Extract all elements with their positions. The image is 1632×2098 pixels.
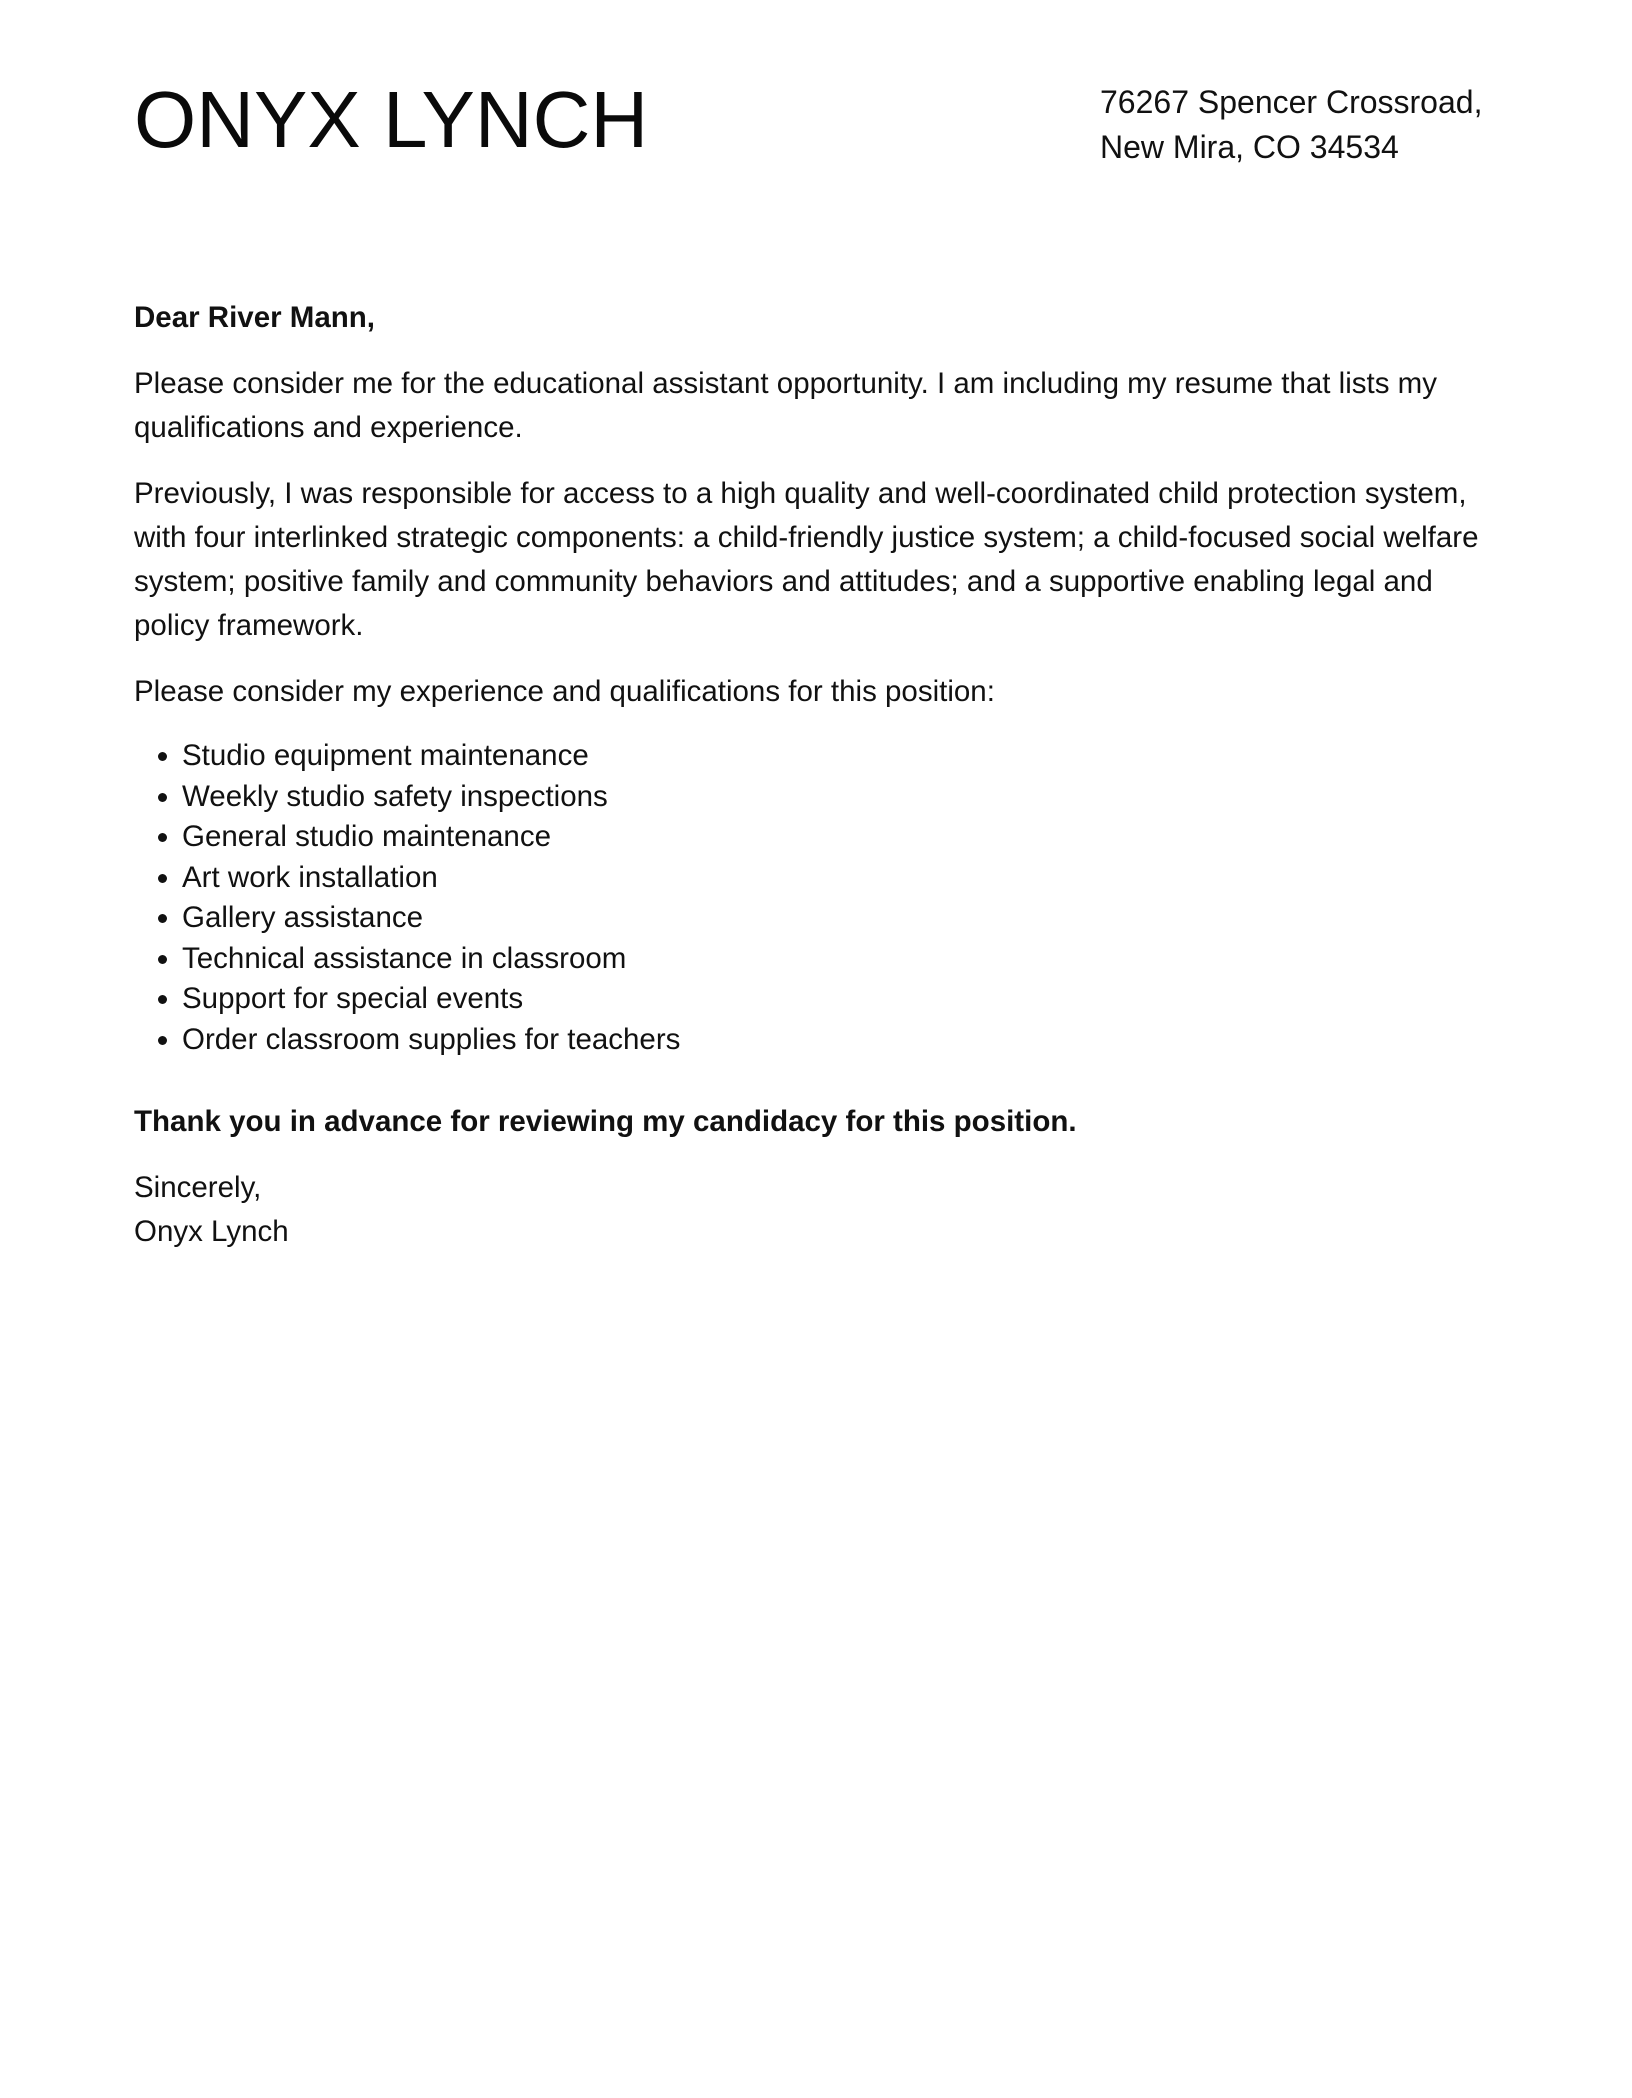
signoff: Sincerely, [134, 1171, 262, 1204]
experience-paragraph: Previously, I was responsible for access to a high quality and well-coordinated child protection system, with four interlinked strategic components: a child-friendly justice system; a child-focused social welfare system; positive family and community behaviors and attitudes; and a supportive enabling legal and policy framework. [134, 477, 1479, 642]
bullet-icon [158, 955, 167, 964]
letter-body [134, 296, 1500, 1254]
list-item-text: Art work installation [182, 860, 438, 894]
list-item-text: Order classroom supplies for teachers [182, 1022, 681, 1056]
address-line-2: New Mira, CO 34534 [1100, 129, 1399, 165]
closing-line: Thank you in advance for reviewing my candidacy for this position. [134, 1105, 1077, 1138]
bullet-icon [158, 995, 167, 1004]
sender-name: ONYX LYNCH [134, 75, 649, 164]
bullet-icon [158, 793, 167, 802]
bullet-icon [158, 1036, 167, 1045]
qualifications-intro: Please consider my experience and qualifications for this position: [134, 675, 995, 708]
list-item [182, 939, 1500, 980]
list-item [182, 898, 1500, 939]
bullet-icon [158, 752, 167, 761]
list-item-text: Weekly studio safety inspections [182, 779, 608, 813]
list-item [182, 1020, 1500, 1061]
list-item [182, 736, 1500, 777]
salutation: Dear River Mann, [134, 301, 375, 334]
list-item [182, 777, 1500, 818]
intro-paragraph: Please consider me for the educational assistant opportunity. I am including my resume that lists my qualifications and experience. [134, 367, 1437, 444]
list-item [182, 858, 1500, 899]
bullet-icon [158, 914, 167, 923]
list-item [182, 979, 1500, 1020]
list-item-text: Studio equipment maintenance [182, 739, 589, 772]
list-item [182, 817, 1500, 858]
address-line-1: 76267 Spencer Crossroad, [1100, 84, 1483, 120]
bullet-icon [158, 874, 167, 883]
signature-name: Onyx Lynch [134, 1215, 289, 1248]
list-item-text: Technical assistance in classroom [182, 941, 627, 975]
qualifications-list [134, 736, 1500, 1060]
list-item-text: General studio maintenance [182, 820, 551, 853]
list-item-text: Gallery assistance [182, 901, 424, 934]
sender-address [1100, 80, 1482, 170]
bullet-icon [158, 833, 167, 842]
list-item-text: Support for special events [182, 982, 524, 1015]
